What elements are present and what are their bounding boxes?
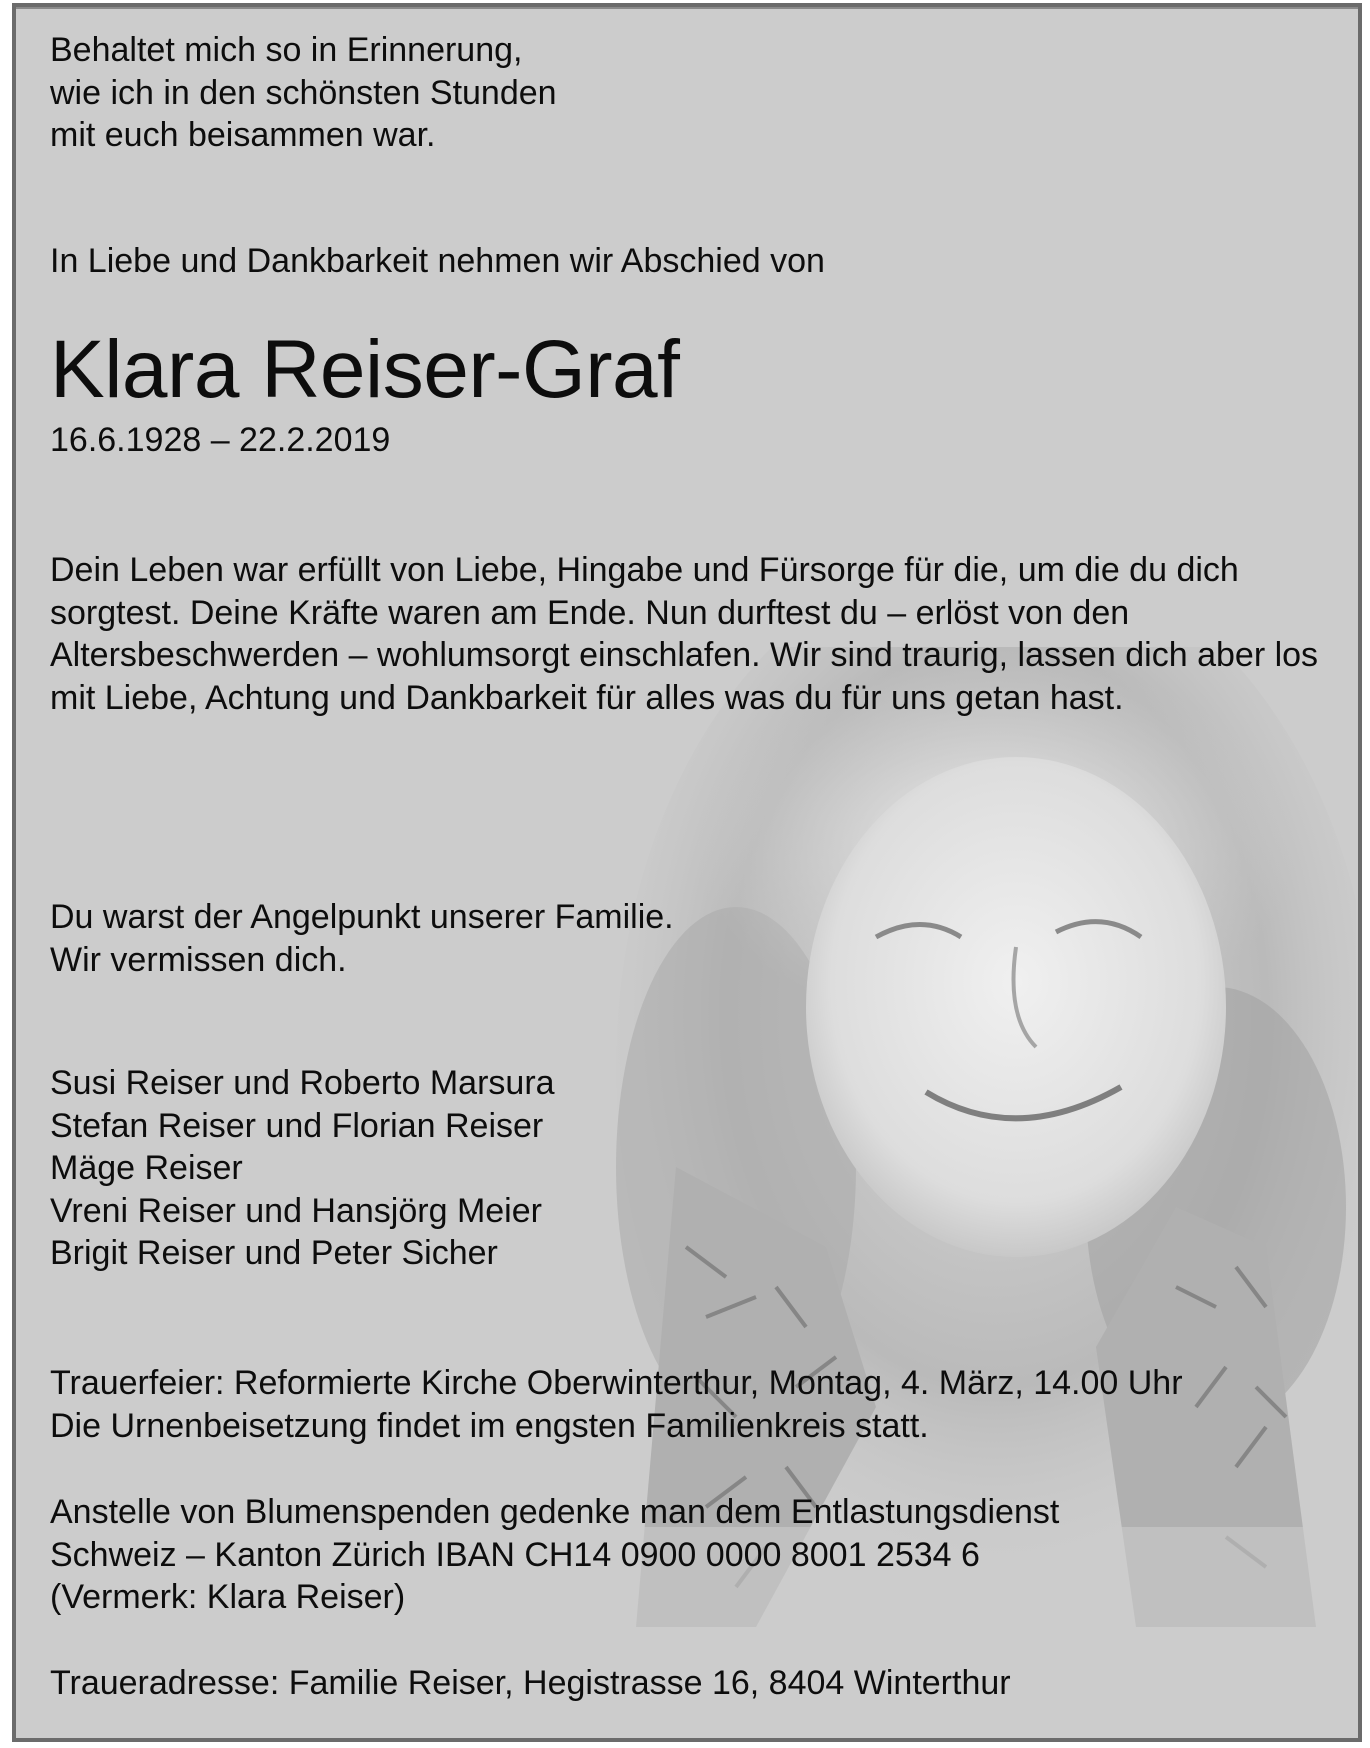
intro-text: In Liebe und Dankbarkeit nehmen wir Abschied von (50, 242, 825, 280)
mourner-entry: Brigit Reiser und Peter Sicher (50, 1234, 498, 1272)
service-line: Die Urnenbeisetzung findet im engsten Familienkreis statt. (50, 1406, 929, 1445)
donation-line: Schweiz – Kanton Zürich IBAN CH14 0900 0000 8001 2534 6 (50, 1535, 980, 1574)
donation-line: (Vermerk: Klara Reiser) (50, 1578, 406, 1616)
funeral-service-info (50, 1362, 1350, 1447)
donation-line: Anstelle von Blumenspenden gedenke man dem Entlastungsdienst (50, 1493, 1060, 1531)
mourners-list (50, 1062, 555, 1275)
service-line: Trauerfeier: Reformierte Kirche Oberwinterthur, Montag, 4. März, 14.00 Uhr (50, 1364, 1183, 1402)
deceased-name: Klara Reiser-Graf (50, 324, 680, 415)
motto-line: Behaltet mich so in Erinnerung, (50, 31, 523, 69)
mourning-address: Traueradresse: Familie Reiser, Hegistrasse 16, 8404 Winterthur (50, 1664, 1011, 1702)
top-rule (16, 7, 1358, 9)
family-statement-line: Wir vermissen dich. (50, 940, 347, 979)
mourner-entry: Mäge Reiser (50, 1149, 243, 1187)
family-statement (50, 896, 674, 981)
mourner-entry: Vreni Reiser und Hansjörg Meier (50, 1191, 542, 1230)
motto-verse (50, 29, 557, 157)
mourner-entry: Susi Reiser und Roberto Marsura (50, 1064, 555, 1102)
motto-line: wie ich in den schönsten Stunden (50, 73, 557, 112)
obituary-notice (12, 3, 1362, 1742)
mourner-entry: Stefan Reiser und Florian Reiser (50, 1106, 544, 1145)
family-statement-line: Du warst der Angelpunkt unserer Familie. (50, 898, 674, 936)
tribute-paragraph: Dein Leben war erfüllt von Liebe, Hingabe und Fürsorge für die, um die du dich sorgtest. Deine Kräfte waren am Ende. Nun durftest du – erlöst von den Altersbeschwerden – wohlumsorgt einschlafen. Wir sind traurig, lassen dich aber los mit Liebe, Achtung und Dankbarkeit für alles was du für uns getan hast. (50, 551, 1319, 717)
life-dates: 16.6.1928 – 22.2.2019 (50, 421, 391, 459)
donation-info (50, 1491, 1059, 1619)
motto-line: mit euch beisammen war. (50, 116, 436, 154)
